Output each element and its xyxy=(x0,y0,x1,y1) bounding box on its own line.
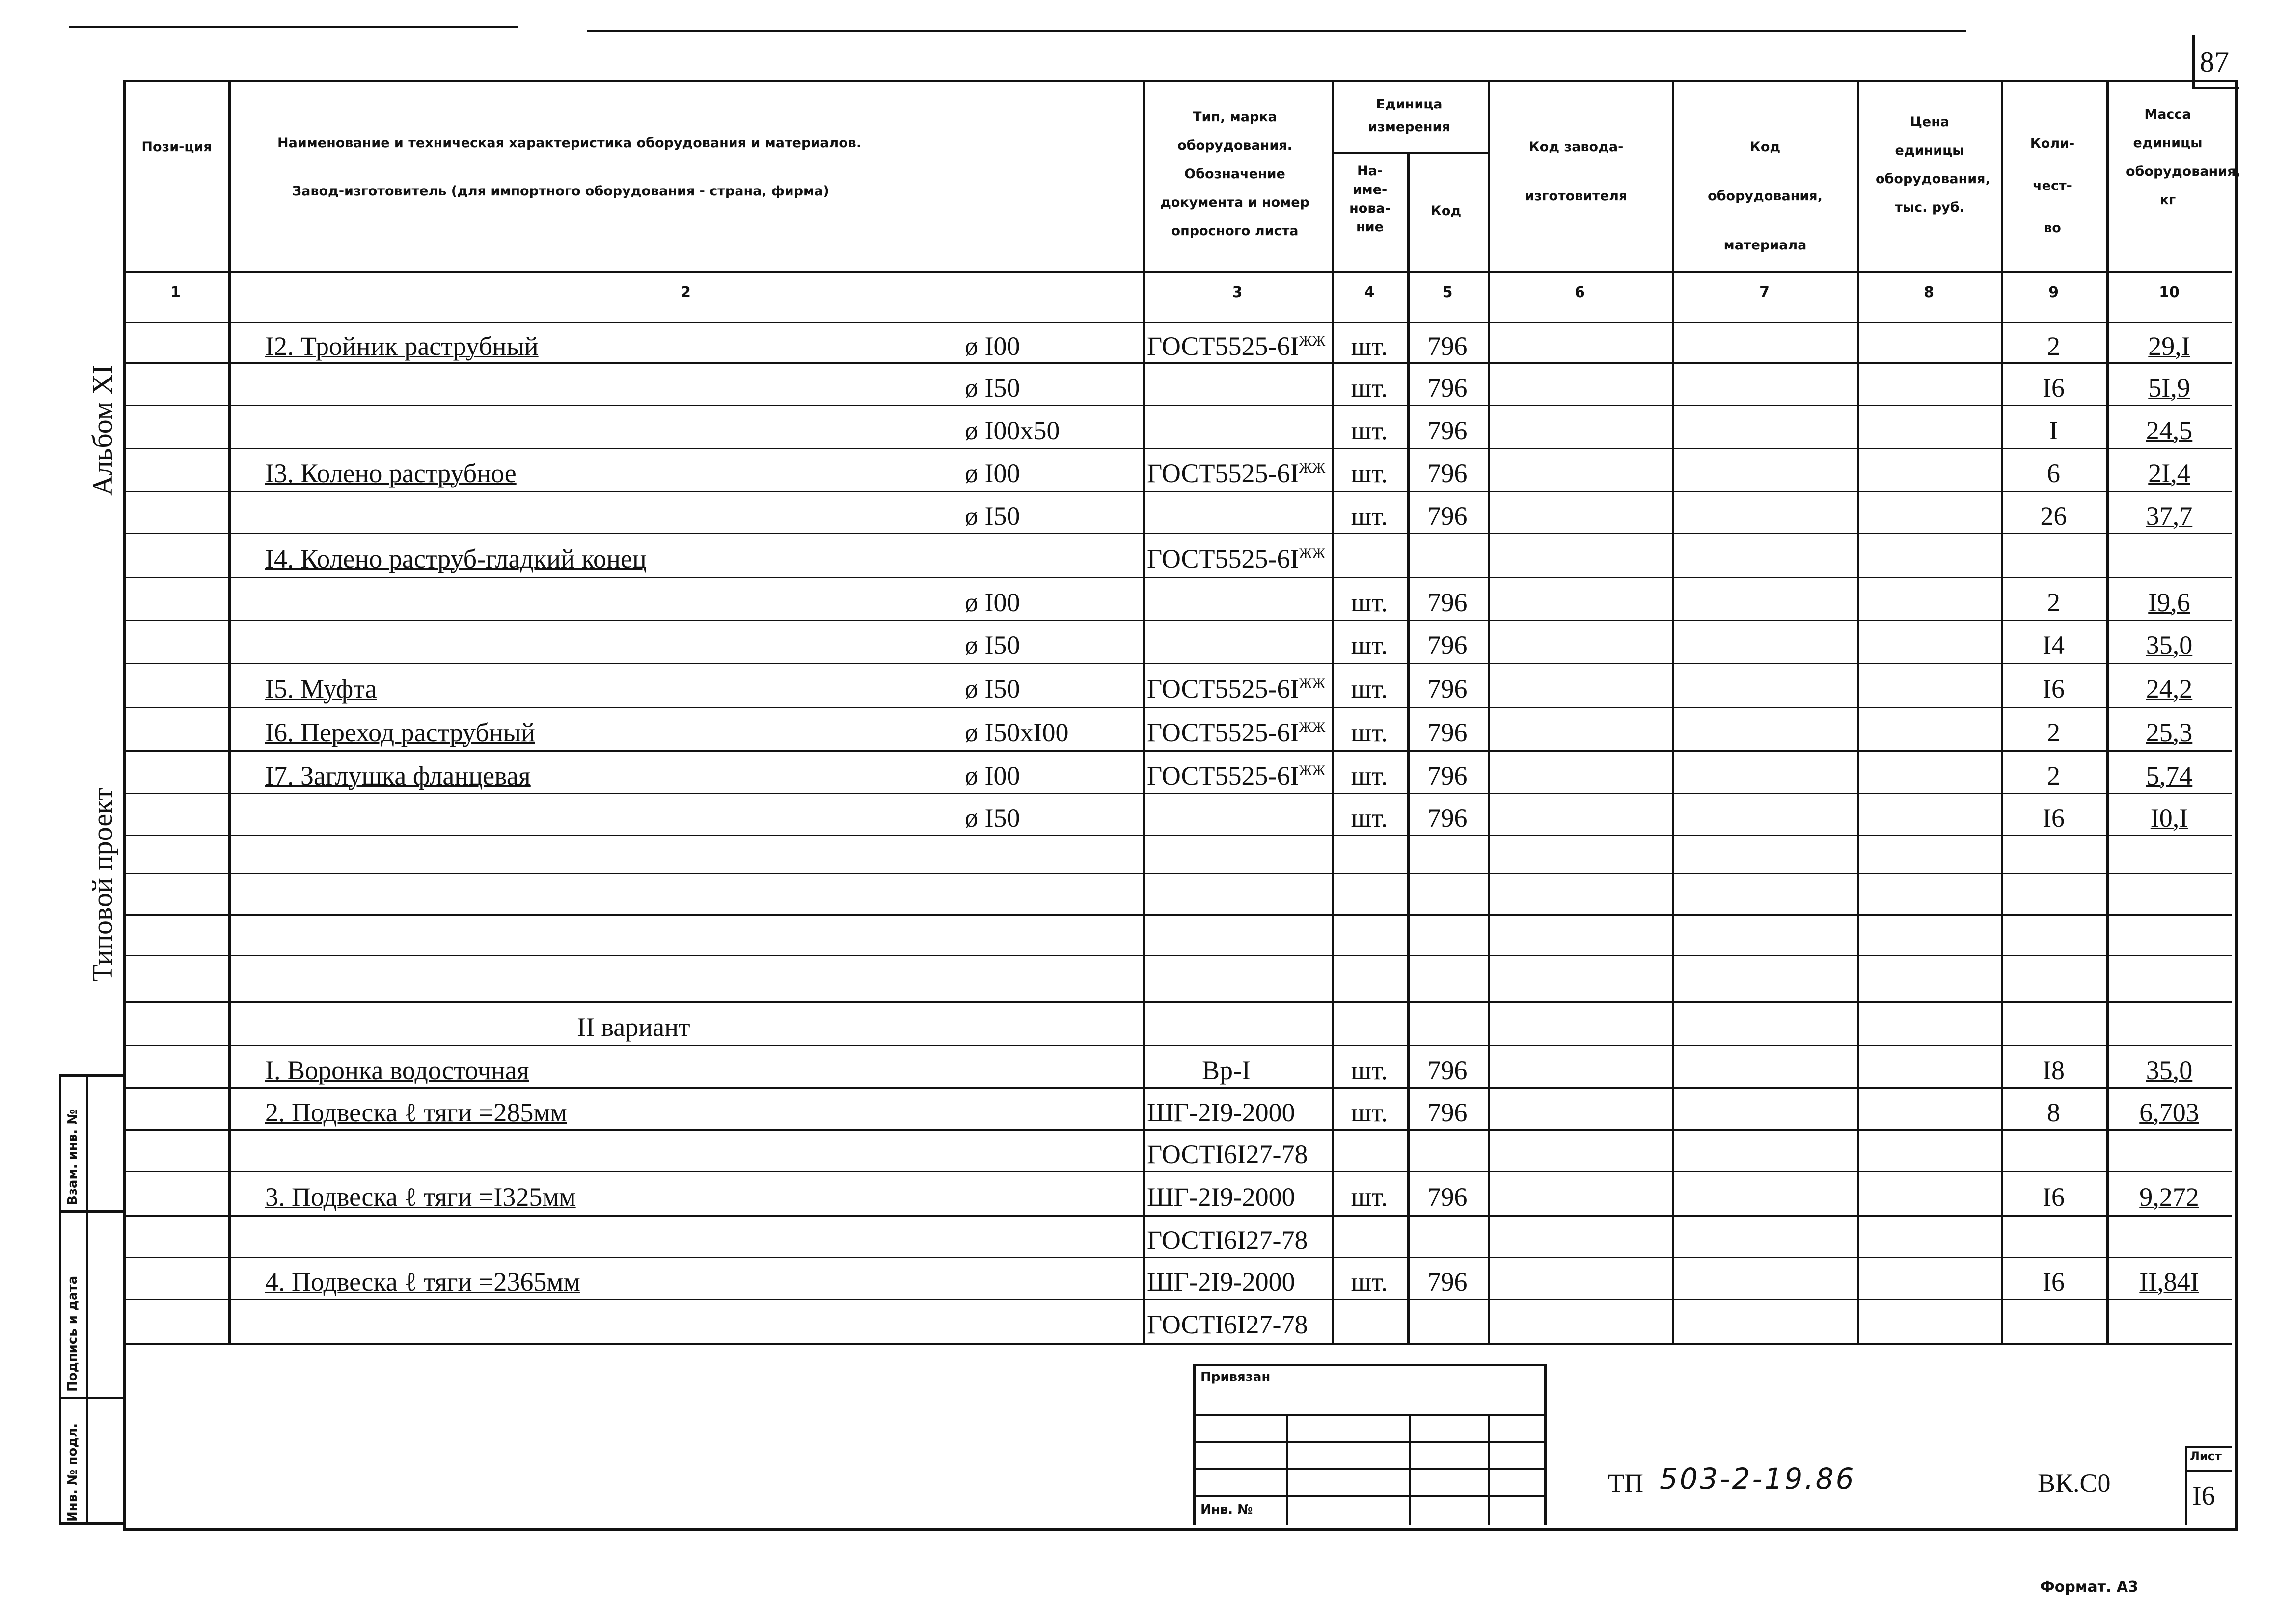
row-divider xyxy=(123,1215,2232,1217)
header-col10: Масса единицы оборудования, кг xyxy=(2126,107,2241,208)
row-divider xyxy=(123,1001,2232,1003)
item-document: ШГ-2I9-2000 xyxy=(1147,1267,1295,1297)
column-divider xyxy=(228,80,231,1343)
row-divider xyxy=(123,750,2232,752)
row-divider xyxy=(123,1129,2232,1131)
item-mass: II,84I xyxy=(2139,1267,2199,1297)
column-divider xyxy=(2001,80,2003,1343)
row-divider xyxy=(123,1171,2232,1172)
item-name: 3. Подвеска ℓ тяги =I325мм xyxy=(265,1182,576,1212)
item-unit: шт. xyxy=(1351,501,1388,531)
item-quantity: 8 xyxy=(2047,1097,2060,1127)
item-diameter: ø I50 xyxy=(965,674,1020,704)
sheet-box-divider xyxy=(2185,1470,2232,1472)
header-col4: На-име-нова-ние xyxy=(1349,163,1390,235)
item-mass: 29,I xyxy=(2148,331,2190,361)
item-unit-code: 796 xyxy=(1427,1182,1468,1212)
row-divider xyxy=(123,835,2232,836)
item-document: ШГ-2I9-2000 xyxy=(1147,1097,1295,1127)
item-diameter: ø I50хI00 xyxy=(965,718,1069,747)
column-divider xyxy=(1143,80,1145,1343)
column-divider xyxy=(1407,80,1410,1343)
document-revision-mark: ЖЖ xyxy=(1299,545,1326,562)
column-number: 1 xyxy=(170,284,181,301)
item-quantity: 2 xyxy=(2047,331,2060,361)
item-name: I7. Заглушка фланцевая xyxy=(265,760,531,790)
column-number: 9 xyxy=(2048,284,2059,301)
item-unit-code: 796 xyxy=(1427,331,1468,361)
item-document: ГОСТI6I27-78 xyxy=(1147,1139,1308,1169)
row-divider xyxy=(123,707,2232,708)
item-document: $ГОСТ5525-6I^{ЖЖ}$ xyxy=(1147,674,1326,704)
item-diameter: ø I00 xyxy=(965,760,1020,790)
item-mass: 9,272 xyxy=(2139,1182,2199,1212)
item-quantity: I4 xyxy=(2043,630,2065,660)
top-rule-left xyxy=(69,26,518,28)
item-unit: шт. xyxy=(1351,459,1388,488)
item-unit-code: 796 xyxy=(1427,630,1468,660)
designation-prefix: ТП xyxy=(1608,1468,1643,1498)
item-quantity: I xyxy=(2049,415,2058,445)
designation: 503-2-19.86 xyxy=(1660,1462,1856,1495)
column-number: 6 xyxy=(1575,284,1585,301)
column-divider xyxy=(1488,80,1490,1343)
item-unit: шт. xyxy=(1351,760,1388,790)
item-unit: шт. xyxy=(1351,718,1388,747)
item-unit: шт. xyxy=(1351,1097,1388,1127)
item-unit-code: 796 xyxy=(1427,373,1468,403)
row-divider xyxy=(123,1343,2232,1345)
unit-header-split xyxy=(1332,152,1488,154)
column-number: 4 xyxy=(1364,284,1375,301)
item-mass: 37,7 xyxy=(2146,501,2193,531)
row-divider xyxy=(123,793,2232,794)
stamp-inv-no-label: Инв. № xyxy=(1200,1502,1253,1517)
item-mass: 35,0 xyxy=(2146,630,2193,660)
column-number: 2 xyxy=(681,284,691,301)
row-divider xyxy=(123,362,2232,364)
project-label: Типовой проект xyxy=(86,788,118,982)
item-unit: шт. xyxy=(1351,373,1388,403)
item-diameter: ø I00 xyxy=(965,587,1020,617)
item-document: $ГОСТ5525-6I^{ЖЖ}$ xyxy=(1147,459,1326,488)
item-quantity: I6 xyxy=(2043,1182,2065,1212)
item-diameter: ø I00х50 xyxy=(965,415,1060,445)
item-mass: 24,2 xyxy=(2146,674,2193,704)
item-mass: 5,74 xyxy=(2146,760,2193,790)
row-divider xyxy=(123,1299,2232,1300)
item-document: ГОСТI6I27-78 xyxy=(1147,1310,1308,1339)
column-divider xyxy=(1332,80,1334,1343)
header-col6: Код завода-изготовителя xyxy=(1525,139,1628,204)
item-unit: шт. xyxy=(1351,674,1388,704)
row-divider xyxy=(123,577,2232,578)
item-name: I4. Колено раструб-гладкий конец xyxy=(265,544,647,573)
row-divider xyxy=(123,955,2232,956)
item-unit: шт. xyxy=(1351,803,1388,833)
top-rule-right xyxy=(587,30,1966,32)
item-unit: шт. xyxy=(1351,1055,1388,1085)
header-col9: Коли-чест-во xyxy=(2030,136,2075,236)
privyazan-v2 xyxy=(1409,1414,1411,1525)
item-unit: шт. xyxy=(1351,415,1388,445)
item-unit-code: 796 xyxy=(1427,674,1468,704)
item-mass: 6,703 xyxy=(2139,1097,2199,1127)
row-divider xyxy=(123,448,2232,449)
item-diameter: ø I00 xyxy=(965,459,1020,488)
header-col1: Пози-ция xyxy=(141,139,212,155)
item-unit-code: 796 xyxy=(1427,1267,1468,1297)
item-document: ГОСТI6I27-78 xyxy=(1147,1225,1308,1255)
item-document: $ГОСТ5525-6I^{ЖЖ}$ xyxy=(1147,544,1326,573)
header-col5: Код xyxy=(1430,203,1462,218)
header-col45: Единица измерения xyxy=(1368,97,1450,135)
row-divider xyxy=(123,491,2232,492)
item-quantity: 2 xyxy=(2047,760,2060,790)
item-name: I3. Колено раструбное xyxy=(265,459,517,488)
item-mass: 35,0 xyxy=(2146,1055,2193,1085)
column-divider xyxy=(1857,80,1859,1343)
item-unit-code: 796 xyxy=(1427,803,1468,833)
vzam-inv-label: Взам. инв. № xyxy=(65,1109,80,1205)
item-quantity: I8 xyxy=(2043,1055,2065,1085)
row-divider xyxy=(123,914,2232,916)
item-mass: 2I,4 xyxy=(2148,459,2190,488)
column-number: 10 xyxy=(2159,284,2180,301)
row-divider xyxy=(123,1045,2232,1046)
side-stamp-h2 xyxy=(59,1397,123,1399)
column-divider xyxy=(2106,80,2109,1343)
item-unit-code: 796 xyxy=(1427,501,1468,531)
item-name: I2. Тройник раструбный xyxy=(265,331,539,361)
item-document: $ГОСТ5525-6I^{ЖЖ}$ xyxy=(1147,760,1326,790)
item-unit: шт. xyxy=(1351,331,1388,361)
header-col2-line2: Завод-изготовитель (для импортного оборудования - страна, фирма) xyxy=(292,184,829,199)
item-mass: 25,3 xyxy=(2146,718,2193,747)
header-col8: Цена единицы оборудования, тыс. руб. xyxy=(1876,114,1990,215)
privyazan-v1 xyxy=(1286,1414,1288,1525)
column-number: 5 xyxy=(1442,284,1453,301)
format-label: Формат. А3 xyxy=(2040,1578,2138,1596)
inv-no-label: Инв. № подл. xyxy=(65,1423,80,1522)
row-divider xyxy=(123,322,2232,323)
document-revision-mark: ЖЖ xyxy=(1299,762,1326,779)
side-stamp-h1 xyxy=(59,1210,123,1213)
item-diameter: ø I50 xyxy=(965,630,1020,660)
item-mass: I0,I xyxy=(2150,803,2188,833)
column-number: 8 xyxy=(1924,284,1934,301)
document-revision-mark: ЖЖ xyxy=(1299,332,1326,349)
side-stamp-divider xyxy=(86,1074,88,1525)
privyazan-h2 xyxy=(1193,1441,1547,1443)
item-quantity: I6 xyxy=(2043,373,2065,403)
document-revision-mark: ЖЖ xyxy=(1299,719,1326,735)
privyazan-v3 xyxy=(1488,1414,1490,1525)
header-col3: Тип, марка оборудования. Обозначение документа и номер опросного листа xyxy=(1160,109,1309,239)
item-quantity: 2 xyxy=(2047,587,2060,617)
item-document: $ГОСТ5525-6I^{ЖЖ}$ xyxy=(1147,718,1326,747)
sheet-label: Лист xyxy=(2190,1449,2222,1463)
item-unit: шт. xyxy=(1351,587,1388,617)
item-unit: шт. xyxy=(1351,630,1388,660)
header-col2-line1: Наименование и техническая характеристика оборудования и материалов. xyxy=(277,135,862,151)
item-quantity: I6 xyxy=(2043,1267,2065,1297)
item-diameter: ø I00 xyxy=(965,331,1020,361)
item-unit-code: 796 xyxy=(1427,415,1468,445)
item-unit-code: 796 xyxy=(1427,587,1468,617)
item-unit-code: 796 xyxy=(1427,760,1468,790)
item-quantity: I6 xyxy=(2043,674,2065,704)
row-divider xyxy=(123,873,2232,874)
document-revision-mark: ЖЖ xyxy=(1299,676,1326,692)
item-unit: шт. xyxy=(1351,1182,1388,1212)
item-name: I. Воронка водосточная xyxy=(265,1055,529,1085)
row-divider xyxy=(123,271,2232,273)
row-divider xyxy=(123,663,2232,664)
item-document: Вр-I xyxy=(1202,1055,1251,1085)
header-col7: Код оборудования, материала xyxy=(1708,139,1823,253)
row-divider xyxy=(123,1257,2232,1258)
privyazan-label: Привязан xyxy=(1200,1370,1271,1384)
item-unit: шт. xyxy=(1351,1267,1388,1297)
page-number: 87 xyxy=(2200,46,2229,78)
item-name: I6. Переход раструбный xyxy=(265,718,535,747)
item-name: I5. Муфта xyxy=(265,674,377,704)
item-diameter: ø I50 xyxy=(965,803,1020,833)
item-mass: I9,6 xyxy=(2148,587,2190,617)
sheet-number: I6 xyxy=(2192,1481,2215,1511)
item-unit-code: 796 xyxy=(1427,459,1468,488)
column-number: 3 xyxy=(1232,284,1243,301)
item-document: $ГОСТ5525-6I^{ЖЖ}$ xyxy=(1147,331,1326,361)
privyazan-h1 xyxy=(1193,1414,1547,1416)
section-heading: II вариант xyxy=(577,1012,690,1042)
item-name: 2. Подвеска ℓ тяги =285мм xyxy=(265,1097,567,1127)
row-divider xyxy=(123,620,2232,621)
document-revision-mark: ЖЖ xyxy=(1299,460,1326,476)
privyazan-frame xyxy=(1193,1364,1547,1525)
column-number: 7 xyxy=(1759,284,1770,301)
item-quantity: 6 xyxy=(2047,459,2060,488)
item-unit-code: 796 xyxy=(1427,718,1468,747)
item-unit-code: 796 xyxy=(1427,1055,1468,1085)
drawing-mark: ВК.С0 xyxy=(2038,1468,2111,1498)
item-mass: 5I,9 xyxy=(2148,373,2190,403)
album-label: Альбом XI xyxy=(86,364,118,496)
item-quantity: 2 xyxy=(2047,718,2060,747)
privyazan-h3 xyxy=(1193,1468,1547,1470)
sign-date-label: Подпись и дата xyxy=(65,1275,80,1392)
row-divider xyxy=(123,1087,2232,1089)
item-document: ШГ-2I9-2000 xyxy=(1147,1182,1295,1212)
privyazan-h4 xyxy=(1193,1495,1547,1497)
item-name: 4. Подвеска ℓ тяги =2365мм xyxy=(265,1267,580,1297)
item-quantity: I6 xyxy=(2043,803,2065,833)
item-quantity: 26 xyxy=(2040,501,2067,531)
item-diameter: ø I50 xyxy=(965,373,1020,403)
item-mass: 24,5 xyxy=(2146,415,2193,445)
item-unit-code: 796 xyxy=(1427,1097,1468,1127)
row-divider xyxy=(123,405,2232,406)
item-diameter: ø I50 xyxy=(965,501,1020,531)
row-divider xyxy=(123,533,2232,534)
